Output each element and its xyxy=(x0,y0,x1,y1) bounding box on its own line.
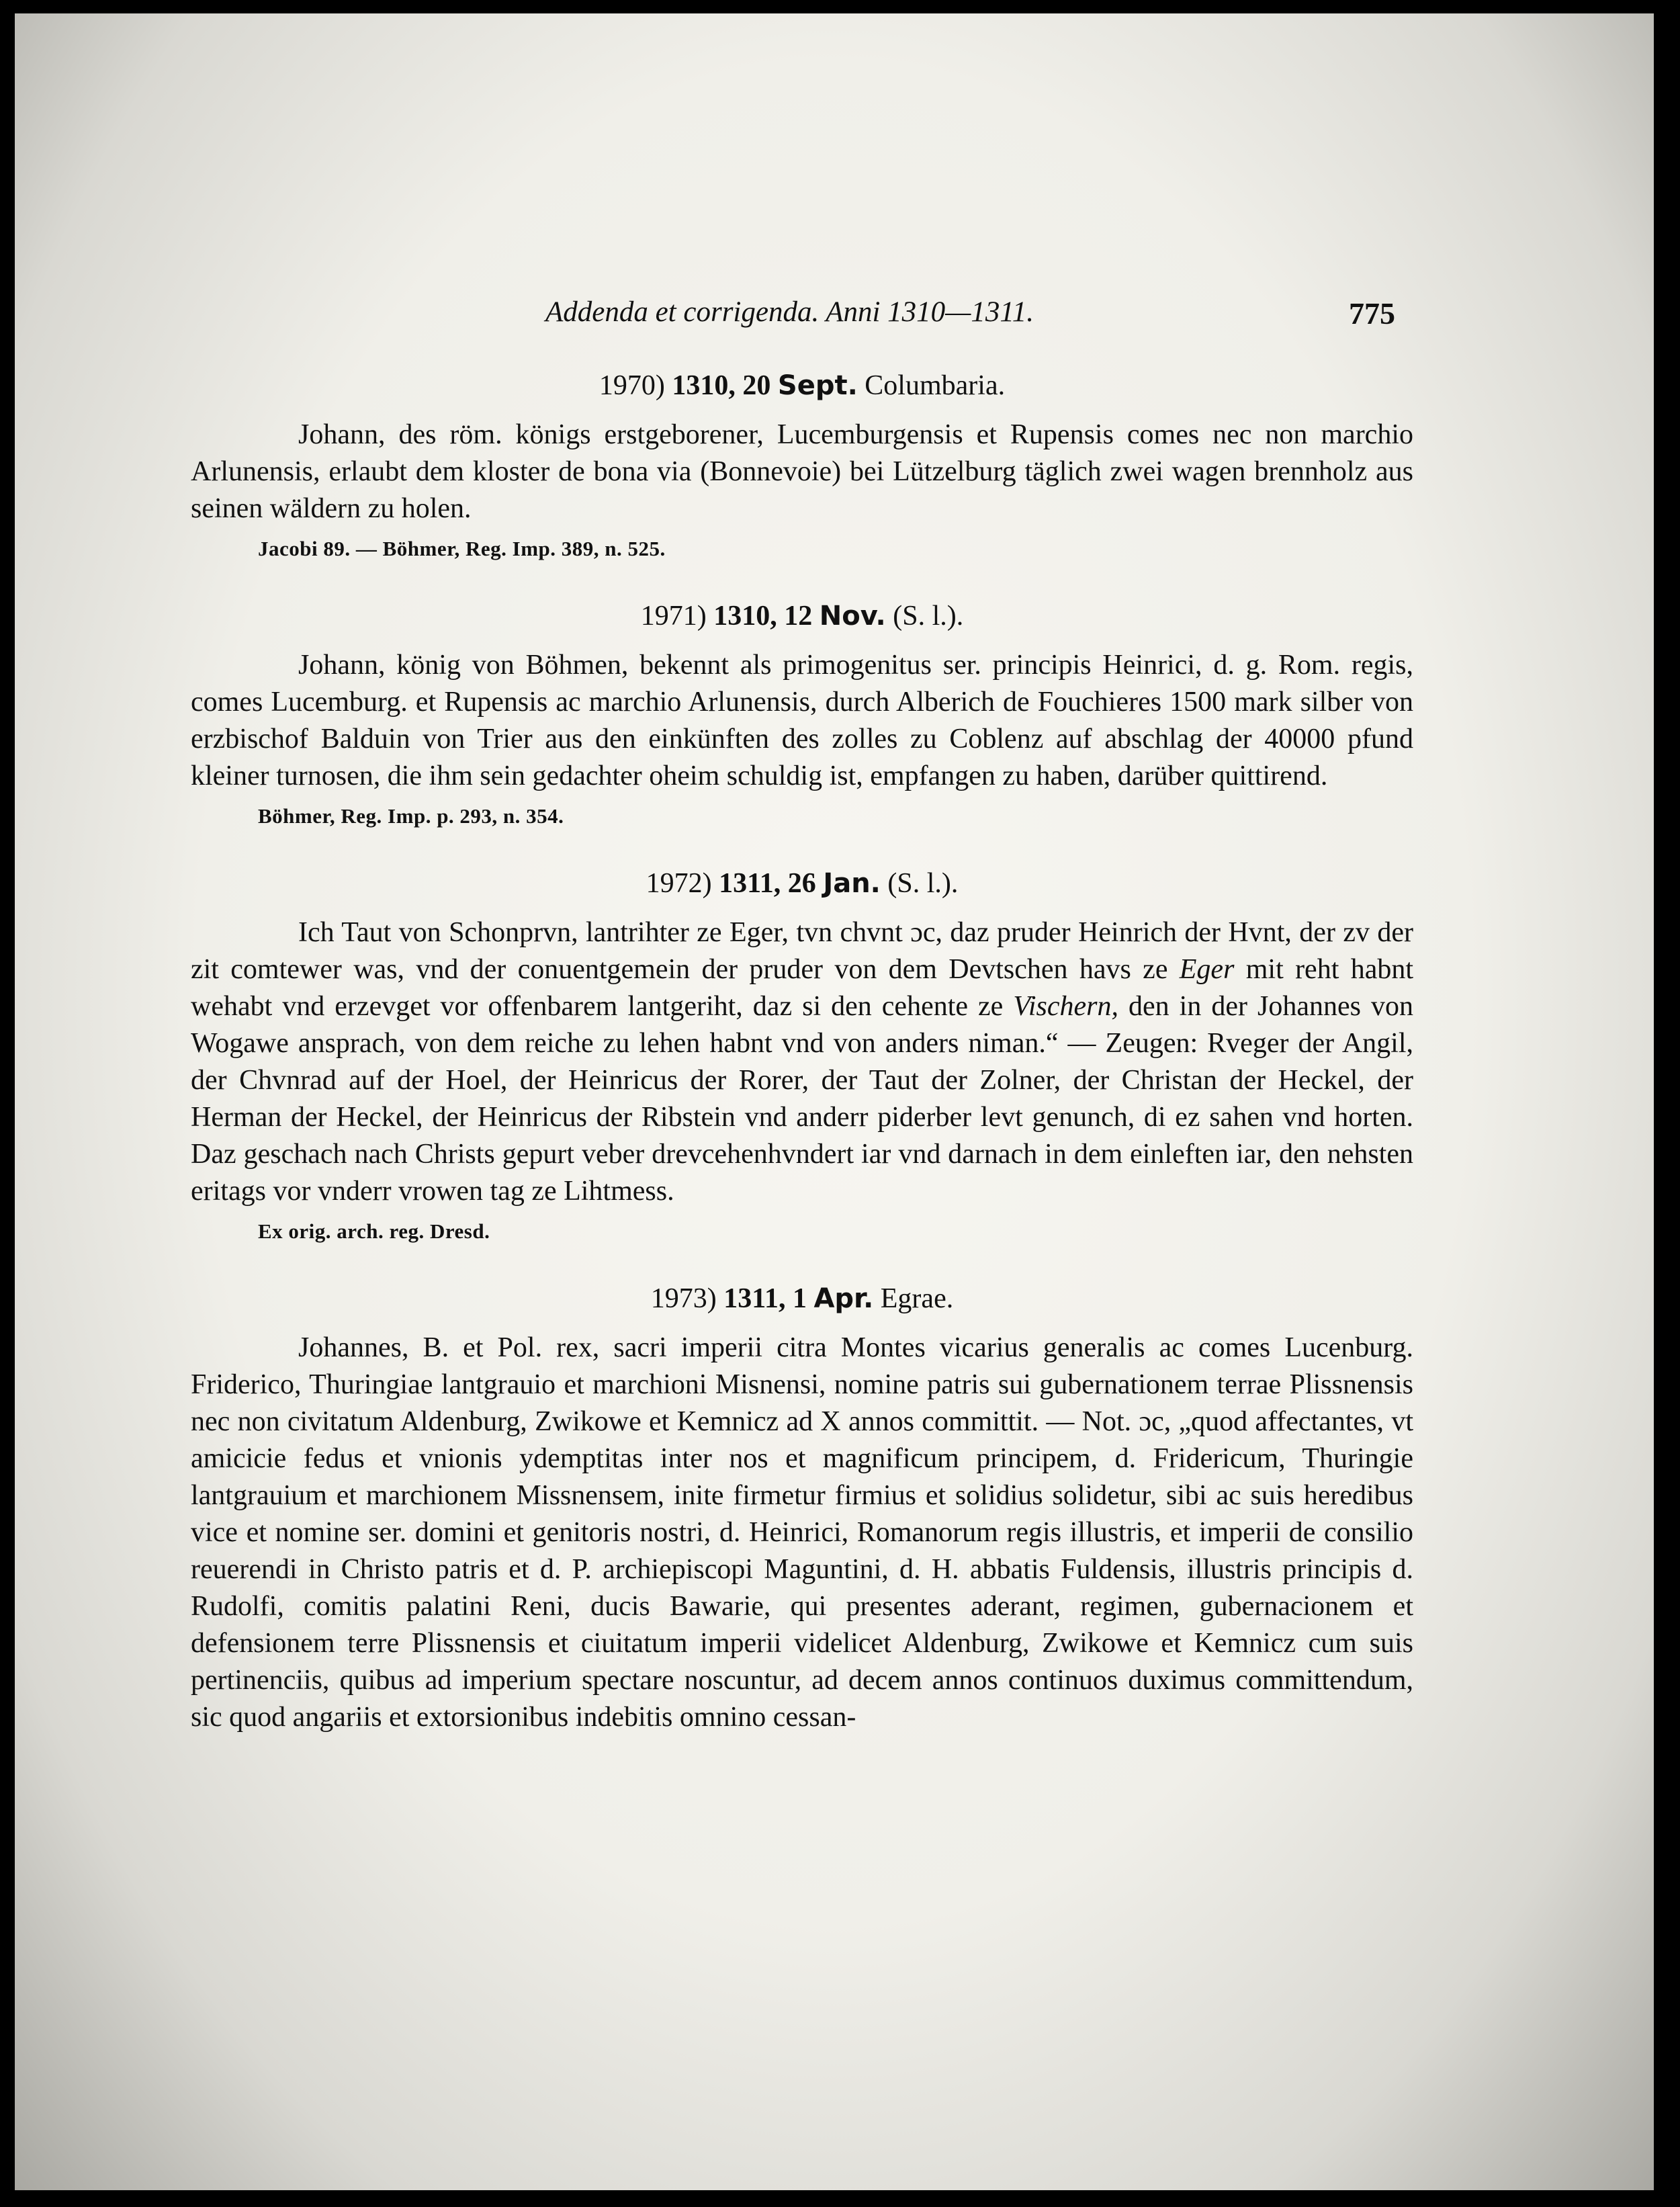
entry-heading xyxy=(191,867,1413,900)
entry-month: Sept. xyxy=(777,370,858,401)
entry-source: Ex orig. arch. reg. Dresd. xyxy=(258,1219,490,1243)
entry-heading xyxy=(191,600,1413,632)
entry-place: (S. l.). xyxy=(887,868,959,899)
entry-1973 xyxy=(191,1283,1413,1736)
italic-place-eger: Eger xyxy=(1179,954,1235,985)
entry-text: Johann, könig von Böhmen, bekennt als primogenitus ser. principis Heinrici, d. g. Rom. regis, comes Lucemburg. et Rupensis ac marchio Arlunensis, durch Alberich de Fouchieres 1500 mark silber von erzbischof Balduin von Trier aus den einkünften des zolles zu Coblenz auf abschlag der 40000 pfund kleiner turnosen, die ihm sein gedachter oheim schuldig ist, empfangen zu haben, darüber quittirend. xyxy=(191,650,1413,791)
entry-place: Egrae. xyxy=(880,1283,954,1314)
page-content xyxy=(191,370,1413,1736)
entry-date: 1311, 1 xyxy=(723,1283,807,1314)
entry-text: Johannes, B. et Pol. rex, sacri imperii citra Montes vicarius generalis ac comes Lucenburg. Friderico, Thuringiae lantgrauio et marchioni Misnensi, nomine patris sui gubernationem terrae Plissnensis nec non civitatum Aldenburg, Zwikowe et Kemnicz ad X annos committit. — Not. ɔc, „quod affectantes, vt amicicie fedus et vnionis ydemptitas inter nos et magnificum principem, d. Fridericum, Thuringie lantgrauium et marchionem Missnensem, inite firmetur firmius et solidius solidetur, sibi ac suis heredibus vice et nomine ser. domini et genitoris nostri, d. Heinrici, Romanorum regis illustris, et imperii de consilio reuerendi in Christo patris et d. P. archiepiscopi Maguntini, d. H. abbatis Fuldensis, illustris principis d. Rudolfi, comitis palatini Reni, ducis Bawarie, qui presentes aderant, regimen, gubernacionem et defensionem terre Plissnensis et ciuitatum imperii videlicet Aldenburg, Zwikowe et Kemnicz cum suis pertinenciis, quibus ad imperium spectare noscuntur, ad decem annos continuos duximus committendum, sic quod angariis et extorsionibus indebitis omnino cessan- xyxy=(191,1332,1413,1733)
running-title: Addenda et corrigenda. Anni 1310—1311. xyxy=(545,296,1034,328)
entry-number: 1971) xyxy=(640,601,707,632)
entry-month: Apr. xyxy=(813,1283,874,1314)
entry-place: (S. l.). xyxy=(893,601,964,632)
text-segment: den in der Johannes von Wogawe ansprach, von dem reiche zu lehen habnt vnd von anders niman.“ — Zeugen: Rveger der Angil, der Chvnrad auf der Hoel, der Heinricus der Rorer, der Taut der Zolner, der Christan der Heckel, der Herman der Heckel, der Heinricus der Ribstein vnd anderr piderber levt genunch, di ez sahen vnd horten. Daz geschach nach Christs gepurt veber drevcehenhvndert iar vnd darnach in dem einleften iar, den nehsten eritags vor vnderr vrowen tag ze Lihtmess. xyxy=(191,991,1413,1207)
entry-date: 1310, 12 xyxy=(713,601,813,632)
entry-text: Johann, des röm. königs erstgeborener, Lucemburgensis et Rupensis comes nec non marchio Arlunensis, erlaubt dem kloster de bona via (Bonnevoie) bei Lützelburg täglich zwei wagen brennholz aus seinen wäldern zu holen. xyxy=(191,419,1413,524)
page-header xyxy=(15,296,1654,336)
entry-heading xyxy=(191,1283,1413,1315)
entry-1971 xyxy=(191,600,1413,828)
entry-heading xyxy=(191,370,1413,402)
entry-source: Böhmer, Reg. Imp. p. 293, n. 354. xyxy=(258,804,564,828)
page-number: 775 xyxy=(1349,296,1395,331)
text-segment: Ich Taut von Schonprvn, lantrihter ze Eger, tvn chvnt ɔc, daz pruder Heinrich der Hvnt, der zv der zit comtewer was, vnd der conuentgemein der pruder von dem Devtschen havs ze xyxy=(191,917,1413,985)
entry-month: Jan. xyxy=(823,868,881,899)
text-segment: mit reht habnt wehabt vnd erzevget vor offenbarem lantgeriht, daz si den cehente ze xyxy=(191,954,1413,1022)
entry-date: 1310, 20 xyxy=(672,370,771,401)
entry-number: 1972) xyxy=(646,868,712,899)
italic-place-vischern: Vischern, xyxy=(1013,991,1119,1022)
entry-number: 1973) xyxy=(650,1283,717,1314)
entry-date: 1311, 26 xyxy=(719,868,816,899)
entry-source: Jacobi 89. — Böhmer, Reg. Imp. 389, n. 525. xyxy=(258,537,666,560)
entry-number: 1970) xyxy=(599,370,665,401)
entry-1970 xyxy=(191,370,1413,561)
entry-1972 xyxy=(191,867,1413,1244)
entry-text xyxy=(191,914,1413,1210)
entry-place: Columbaria. xyxy=(865,370,1006,401)
scanned-page xyxy=(15,13,1654,2190)
entry-month: Nov. xyxy=(819,601,886,632)
